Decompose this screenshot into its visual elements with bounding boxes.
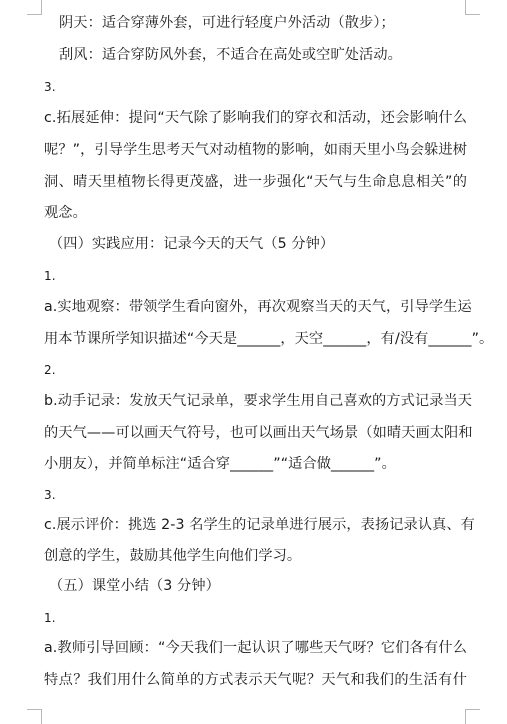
section-heading-practice: （四）实践应用：记录今天的天气（5 分钟） (49, 236, 335, 252)
text-line: 用本节课所学知识描述“今天是______，天空______，有/没有______”。 (44, 331, 494, 347)
text-line-cloudy: 阴天：适合穿薄外套，可进行轻度户外活动（散步）； (59, 15, 395, 31)
page-corner-mark-bottom-left (27, 709, 42, 724)
list-number: 3. (44, 488, 56, 502)
text-line: a.实地观察：带领学生看向窗外，再次观察当天的天气，引导学生运 (44, 299, 472, 315)
page-corner-mark-bottom-right (465, 709, 480, 724)
list-number: 1. (44, 269, 56, 283)
text-line: 小朋友），并简单标注“适合穿______”“适合做______”。 (44, 456, 396, 472)
text-line: 创意的学生，鼓励其他学生向他们学习。 (44, 548, 302, 564)
page-corner-mark-top-right (465, 0, 480, 15)
text-line-windy: 刮风：适合穿防风外套，不适合在高处或空旷处活动。 (59, 47, 402, 63)
text-line: 观念。 (44, 205, 87, 221)
text-line: c.拓展延伸：提问“天气除了影响我们的穿衣和活动，还会影响什么 (44, 110, 467, 126)
list-number: 3. (44, 80, 56, 94)
text-line: a.教师引导回顾：“今天我们一起认识了哪些天气呀？它们各有什么 (44, 640, 467, 656)
text-line: 洞、晴天里植物长得更茂盛，进一步强化“天气与生命息息相关”的 (44, 174, 467, 190)
list-number: 2. (44, 363, 56, 377)
text-line: b.动手记录：发放天气记录单，要求学生用自己喜欢的方式记录当天 (44, 393, 473, 409)
section-heading-summary: （五）课堂小结（3 分钟） (49, 578, 220, 594)
text-line: 的天气——可以画天气符号，也可以画出天气场景（如晴天画太阳和 (44, 425, 473, 441)
text-line: c.展示评价：挑选 2-3 名学生的记录单进行展示，表扬记录认真、有 (44, 517, 475, 533)
text-line: 呢？”，引导学生思考天气对动植物的影响，如雨天里小鸟会躲进树 (44, 142, 467, 158)
text-line: 特点？我们用什么简单的方式表示天气呢？天气和我们的生活有什 (44, 672, 467, 688)
list-number: 1. (44, 611, 56, 625)
page-corner-mark-top-left (27, 0, 42, 15)
